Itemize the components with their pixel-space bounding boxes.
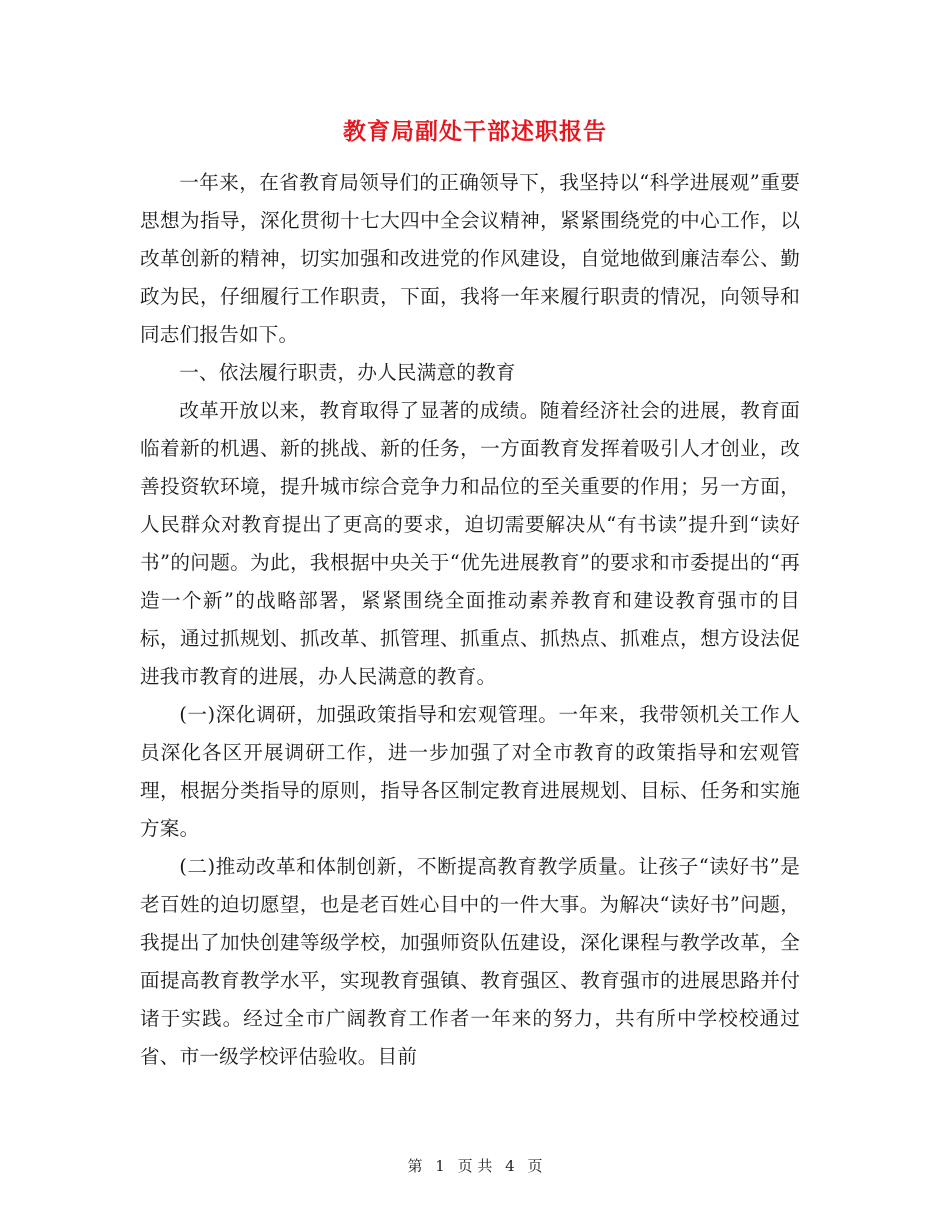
footer-page-number: 1 [435,1157,445,1175]
section-heading-1: 一、依法履行职责，办人民满意的教育 [179,361,516,384]
paragraph-intro: 一年来，在省教育局领导们的正确领导下，我坚持以“科学进展观”重要思想为指导，深化贯彻十七大四中全会议精神，紧紧围绕党的中心工作，以改革创新的精神，切实加强和改进党的作风建设，自觉地做到廉洁奉公、勤政为民，仔细履行工作职责，下面，我将一年来履行职责的情况，向领导和同志们报告如下。 [140,171,800,346]
document-title: 教育局副处干部述职报告 [343,118,607,145]
document-body [140,164,800,1076]
footer-middle: 页 共 [457,1157,493,1175]
footer-suffix: 页 [527,1157,543,1175]
footer-prefix: 第 [407,1157,423,1175]
footer-total-pages: 4 [505,1157,515,1175]
page-footer [0,1155,950,1176]
paragraph-subsection-1: (一)深化调研，加强政策指导和宏观管理。一年来，我带领机关工作人员深化各区开展调研工作，进一步加强了对全市教育的政策指导和宏观管理，根据分类指导的原则，指导各区制定教育进展规划、目标、任务和实施方案。 [140,703,800,840]
paragraph-reform: 改革开放以来，教育取得了显著的成绩。随着经济社会的进展，教育面临着新的机遇、新的挑战、新的任务，一方面教育发挥着吸引人才创业，改善投资软环境，提升城市综合竞争力和品位的至关重要的作用；另一方面，人民群众对教育提出了更高的要求，迫切需要解决从“有书读”提升到“读好书”的问题。为此，我根据中央关于“优先进展教育”的要求和市委提出的“再造一个新”的战略部署，紧紧围绕全面推动素养教育和建设教育强市的目标，通过抓规划、抓改革、抓管理、抓重点、抓热点、抓难点，想方设法促进我市教育的进展，办人民满意的教育。 [140,399,800,688]
paragraph-subsection-2: (二)推动改革和体制创新，不断提高教育教学质量。让孩子“读好书”是老百姓的迫切愿望，也是老百姓心目中的一件大事。为解决“读好书”问题，我提出了加快创建等级学校，加强师资队伍建设，深化课程与教学改革，全面提高教育教学水平，实现教育强镇、教育强区、教育强市的进展思路并付诸于实践。经过全市广阔教育工作者一年来的努力，共有所中学校校通过省、市一级学校评估验收。目前 [140,855,800,1068]
